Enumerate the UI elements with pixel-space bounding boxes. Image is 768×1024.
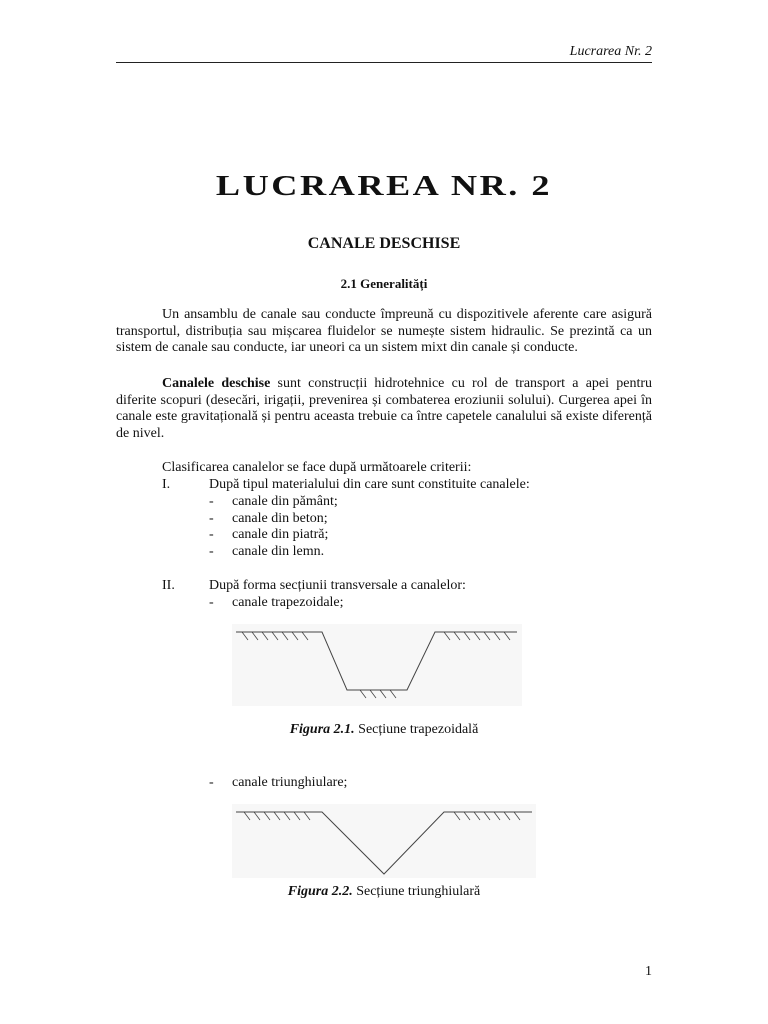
list-dash: - — [209, 494, 214, 509]
header-rule — [116, 62, 652, 63]
figure-caption-text: Secțiune trapezoidală — [354, 722, 479, 737]
running-header: Lucrarea Nr. 2 — [569, 44, 652, 59]
list-dash: - — [209, 527, 214, 542]
paragraph-open-channels — [116, 376, 652, 442]
figure-label: Figura 2.2. — [287, 884, 353, 899]
list-dash: - — [209, 511, 214, 526]
chapter-title: CANALE DESCHISE — [307, 235, 461, 252]
list-item: canale din lemn. — [232, 544, 325, 559]
figure-label: Figura 2.1. — [289, 722, 355, 737]
list-item: canale triunghiulare; — [232, 775, 348, 790]
paragraph-bold-term: Canalele deschise — [162, 376, 271, 391]
list-dash: - — [209, 595, 214, 610]
criterion-text: După forma secțiunii transversale a canalelor: — [209, 578, 466, 593]
list-item: canale din pământ; — [232, 494, 338, 509]
list-item: canale din beton; — [232, 511, 328, 526]
list-item: canale din piatră; — [232, 527, 329, 542]
list-dash: - — [209, 544, 214, 559]
paragraph-intro: Un ansamblu de canale sau conducte împreună cu dispozitivele aferente care asigură transportul, distribuția sau mișcarea fluidelor se numește sistem hidraulic. Se prezintă ca un sistem de canale sau conducte, iar uneori ca un sistem mixt din canale și conducte. — [116, 307, 652, 355]
section-title: 2.1 Generalități — [340, 276, 428, 291]
classification-intro: Clasificarea canalelor se face după următoarele criterii: — [162, 460, 472, 475]
trapezoidal-section-figure — [232, 624, 522, 706]
criterion-text: După tipul materialului din care sunt constituite canalele: — [209, 477, 530, 492]
paragraph-body: sunt construcții hidrotehnice cu rol de transport a apei pentru diferite scopuri (desecări, irigații, prevenirea și combaterea eroziunii solului). Curgerea apei în canale este gravitațională și pentru aceasta trebuie ca între capetele canalului să existe diferență de nivel. — [116, 376, 652, 441]
criterion-numeral: I. — [162, 477, 171, 492]
figure-caption — [0, 722, 768, 738]
document-title: LUCRAREA NR. 2 — [215, 170, 553, 202]
figure-caption — [0, 884, 768, 900]
page-number: 1 — [645, 964, 652, 979]
list-dash: - — [209, 775, 214, 790]
list-item: canale trapezoidale; — [232, 595, 344, 610]
criterion-numeral: II. — [162, 578, 175, 593]
figure-caption-text: Secțiune triunghiulară — [352, 884, 481, 899]
triangular-section-figure — [232, 804, 536, 878]
figure-background — [232, 804, 536, 878]
